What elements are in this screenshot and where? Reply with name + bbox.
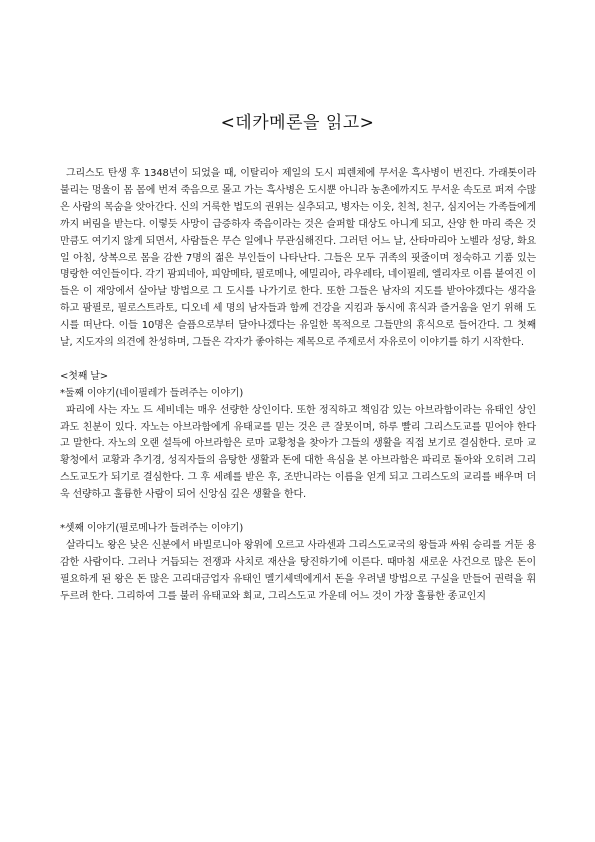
story2-heading: *둘째 이야기(네이필레가 들려주는 이야기) — [60, 387, 244, 399]
document-title: <데카메론을 읽고> — [220, 113, 375, 133]
paragraph-spacer — [60, 504, 536, 521]
story2-paragraph: 파리에 사는 자노 드 세비네는 매우 선량한 상인이다. 또한 정직하고 책임감 있는 아브라함이라는 유태인 상인과도 친분이 있다. 자노는 아브라함에게 유태교를 믿는 것은 큰 잘못이며, 하루 빨리 그리스도교를 믿어야 한다고 말한다. 자노의 오랜 설득에 아브라함은 로마 교황청을 찾아가 그들의 생활을 직접 보기로 결심한다. 로마 교황청에서 교황과 추기경, 성직자들의 음탕한 생활과 돈에 대한 욕심을 본 아브라함은 파리로 돌아와 오히려 그리스도교도가 되기로 결심한다. 그 후 세례를 받은 후, 조반니라는 이름을 얻게 되고 그리스도의 교리를 배우며 더욱 선량하고 훌륭한 사람이 되어 신앙심 깊은 생활을 한다. — [60, 404, 536, 501]
intro-paragraph: 그리스도 탄생 후 1348년이 되었을 때, 이탈리아 제일의 도시 피렌체에 무서운 흑사병이 번진다. 가래톳이라 불리는 멍울이 몸 몸에 번져 죽음으로 몰고 가는 흑사병은 도시뿐 아니라 농촌에까지도 무서운 속도로 퍼져 수많은 사람의 목숨을 앗아간다. 신의 거룩한 법도의 권위는 실추되고, 병자는 이웃, 친척, 친구, 심지어는 가족들에게까지 버림을 받는다. 이렇듯 사망이 급증하자 죽음이라는 것은 슬퍼할 대상도 아니게 되고, 산양 한 마리 죽은 것만큼도 여기지 않게 되면서, 사람들은 무슨 일에나 무관심해진다. 그러던 어느 날, 산타마리아 노벨라 성당, 화요일 아침, 상복으로 몸을 감싼 7명의 젊은 부인들이 나타난다. 그들은 모두 귀족의 핏줄이며 정숙하고 기품 있는 명랑한 여인들이다. 각기 팜피네아, 피암메타, 필로메나, 에밀리아, 라우레타, 네이필레, 엘리자로 이름 붙여진 이들은 이 재앙에서 살아날 방법으로 그 도시를 나가기로 한다. 또한 그들은 남자의 지도를 받아야겠다는 생각을 하고 팜필로, 필로스트라토, 디오네 세 명의 남자들과 함께 건강을 지킴과 동시에 휴식과 즐거움을 얻기 위해 도시를 떠난다. 이들 10명은 슬픔으로부터 달아나겠다는 유일한 목적으로 그들만의 휴식으로 들어간다. 그 첫째 날, 지도자의 의견에 찬성하며, 그들은 각자가 좋아하는 제목으로 주제로서 자유로이 이야기를 하기 시작한다. — [60, 168, 536, 349]
document-body — [60, 166, 536, 606]
day-heading: <첫째 날> — [60, 370, 109, 382]
story3-paragraph: 살라디노 왕은 낮은 신분에서 바빌로니아 왕위에 오르고 사라센과 그리스도교국의 왕들과 싸워 승리를 거둔 용감한 사람이다. 그러나 거듭되는 전쟁과 사치로 재산을 탕진하기에 이른다. 때마침 새로운 사건으로 많은 돈이 필요하게 된 왕은 돈 많은 고리대금업자 유태인 멜기세덱에게서 돈을 우려낼 방법으로 구실을 만들어 권력을 휘두르려 한다. 그리하여 그를 불러 유태교와 회교, 그리스도교 가운데 어느 것이 가장 훌륭한 종교인지 — [60, 539, 536, 602]
paragraph-spacer — [60, 352, 536, 369]
story3-heading: *셋째 이야기(필로메나가 들려주는 이야기) — [60, 523, 244, 534]
